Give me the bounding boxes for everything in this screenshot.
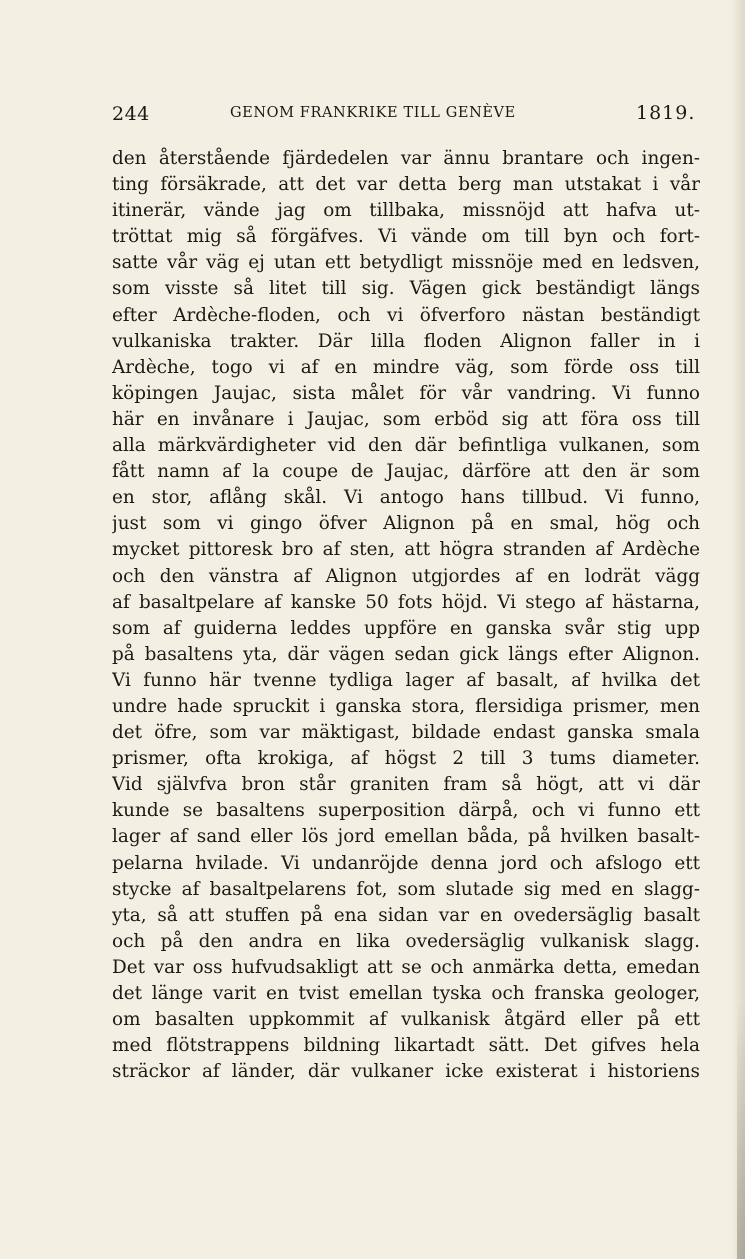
text-line: här en invånare i Jaujac, som erböd sig att föra oss till: [112, 408, 700, 430]
text-line: alla märkvärdigheter vid den där befintliga vulkanen, som: [112, 435, 700, 457]
body-paragraph: [112, 146, 700, 1085]
text-line: ting försäkrade, att det var detta berg man utstakat i vår: [112, 174, 700, 196]
text-line: och på den andra en lika ovedersäglig vulkanisk slagg.: [112, 930, 700, 952]
text-line: prismer, ofta krokiga, af högst 2 till 3 tums diameter.: [112, 748, 700, 770]
running-header: [112, 100, 696, 130]
text-line: kunde se basaltens superposition därpå, och vi funno ett: [112, 800, 700, 822]
text-line: lager af sand eller lös jord emellan båda, på hvilken basalt-: [112, 826, 700, 848]
text-line: som visste så litet till sig. Vägen gick beständigt längs: [112, 278, 700, 300]
text-line: om basalten uppkommit af vulkanisk åtgärd eller på ett: [112, 1009, 700, 1031]
text-line: Vid självfva bron står graniten fram så högt, att vi där: [112, 774, 700, 796]
text-line: af basaltpelare af kanske 50 fots höjd. Vi stego af hästarna,: [112, 591, 700, 613]
text-line: det öfre, som var mäktigast, bildade endast ganska smala: [112, 722, 700, 744]
text-line: Ardèche, togo vi af en mindre väg, som förde oss till: [112, 356, 700, 378]
text-line: mycket pittoresk bro af sten, att högra stranden af Ardèche: [112, 539, 700, 561]
text-line: Det var oss hufvudsakligt att se och anmärka detta, emedan: [112, 956, 700, 978]
text-line: just som vi gingo öfver Alignon på en smal, hög och: [112, 513, 700, 535]
text-line: den återstående fjärdedelen var ännu brantare och ingen-: [112, 148, 700, 169]
text-line: Vi funno här tvenne tydliga lager af basalt, af hvilka det: [112, 669, 700, 691]
text-line: fått namn af la coupe de Jaujac, därföre att den är som: [112, 461, 700, 483]
text-line: sträckor af länder, där vulkaner icke existerat i historiens: [112, 1061, 700, 1083]
header-year: 1819.: [636, 102, 696, 124]
text-line: en stor, aflång skål. Vi antogo hans tillbud. Vi funno,: [112, 487, 700, 509]
page-edge-stain: [737, 1000, 745, 1259]
text-line: tröttat mig så förgäfves. Vi vände om till byn och fort-: [112, 226, 700, 248]
text-line: det länge varit en tvist emellan tyska och franska geologer,: [112, 983, 700, 1004]
text-line: och den vänstra af Alignon utgjordes af en lodrät vägg: [112, 565, 700, 587]
text-line: satte vår väg ej utan ett betydligt missnöje med en ledsven,: [112, 252, 700, 274]
text-line: köpingen Jaujac, sista målet för vår vandring. Vi funno: [112, 382, 700, 404]
text-line: på basaltens yta, där vägen sedan gick längs efter Alignon.: [112, 643, 700, 665]
text-line: yta, så att stuffen på ena sidan var en ovedersäglig basalt: [112, 904, 700, 926]
text-line: som af guiderna leddes uppföre en ganska svår stig upp: [112, 617, 700, 639]
running-title: GENOM FRANKRIKE TILL GENÈVE: [230, 105, 516, 121]
text-line: stycke af basaltpelarens fot, som slutade sig med en slagg-: [112, 878, 700, 900]
text-line: vulkaniska trakter. Där lilla floden Alignon faller in i: [112, 330, 700, 352]
text-line: pelarna hvilade. Vi undanröjde denna jord och afslogo ett: [112, 852, 700, 874]
text-line: itinerär, vände jag om tillbaka, missnöjd att hafva ut-: [112, 200, 700, 222]
page-number: 244: [112, 103, 150, 125]
text-line: med flötstrappens bildning likartadt sätt. Det gifves hela: [112, 1035, 700, 1057]
text-line: efter Ardèche-floden, och vi öfverforo nästan beständigt: [112, 304, 700, 326]
text-line: undre hade spruckit i ganska stora, flersidiga prismer, men: [112, 695, 700, 717]
